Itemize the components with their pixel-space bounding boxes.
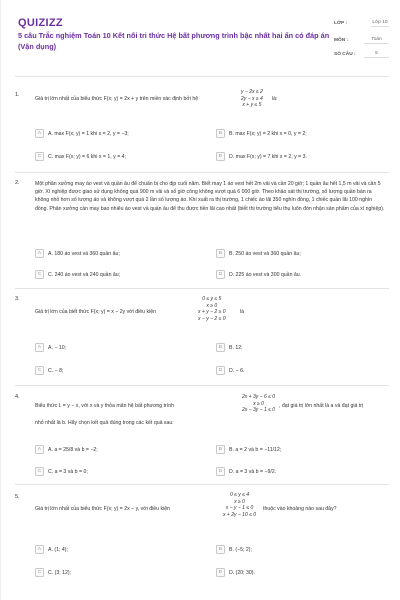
question-text: Giá trị lớn nhất của biểu thức F(x; y) = 2x + y trên miền xác định bởi hệ [35, 96, 199, 102]
option-letter: D [216, 366, 225, 375]
option-letter: C [35, 467, 44, 476]
option-letter: A [35, 545, 44, 554]
inequality-system: 0 ≤ y ≤ 4 x ≥ 0 x − y − 1 ≤ 0 x + 2y − 10 ≤ 0 [223, 492, 257, 518]
divider [15, 76, 389, 77]
option-letter: D [216, 568, 225, 577]
option-letter: B [216, 343, 225, 352]
option-letter: D [216, 270, 225, 279]
option-letter: A [35, 343, 44, 352]
option-letter: D [216, 467, 225, 476]
option-letter: D [216, 152, 225, 161]
option-b[interactable]: B B. max F(x; y) = 2 khi x = 0, y = 2; [216, 128, 376, 139]
option-letter: B [216, 249, 225, 258]
meta-class: LỚP : Lớp 10 [334, 20, 388, 26]
option-letter: C [35, 568, 44, 577]
option-d[interactable]: D D. a = 3 và b = −9/2. [216, 466, 376, 477]
option-letter: C [35, 152, 44, 161]
option-c[interactable]: C C. (3; 12); [35, 567, 195, 578]
option-d[interactable]: D D. 225 áo vest và 300 quần âu. [216, 269, 376, 280]
option-d[interactable]: D D. max F(x; y) = 7 khi x = 2, y = 3. [216, 151, 376, 162]
option-a[interactable]: A A. a = 25/8 và b = −2; [35, 444, 195, 455]
option-letter: C [35, 366, 44, 375]
divider [15, 385, 389, 386]
option-c[interactable]: C C. a = 3 và b = 0; [35, 466, 195, 477]
question-suffix: thuộc vào khoảng nào sau đây? [263, 506, 337, 512]
option-letter: B [216, 545, 225, 554]
question-text: Giá trị lớn nhất của biểu thức F(x; y) = 2x − y, với điều kiện [35, 506, 171, 512]
option-a[interactable]: A A. max F(x; y) = 1 khi x = 2, y = −3; [35, 128, 195, 139]
question-suffix: là: [272, 96, 278, 102]
option-a[interactable]: A A. (1; 4); [35, 544, 195, 555]
inequality-system: 0 ≤ y ≤ 5 x ≥ 0 x + y − 2 ≥ 0 x − y − 2 ≤ 0 [198, 296, 226, 322]
question-number: 4. [15, 394, 20, 400]
option-letter: B [216, 129, 225, 138]
meta-count: SỐ CÂU : 5 [334, 47, 389, 61]
divider [15, 484, 389, 485]
option-c[interactable]: C C. − 8; [35, 365, 195, 376]
option-b[interactable]: B B. a = 2 và b = −11/12; [216, 444, 376, 455]
option-letter: A [35, 445, 44, 454]
question-number: 3. [15, 296, 20, 302]
worksheet-meta [334, 13, 389, 61]
option-letter: C [35, 270, 44, 279]
question-suffix: , đạt giá trị lớn nhất là a và đạt giá trị [279, 403, 364, 409]
option-a[interactable]: A A. − 10; [35, 342, 195, 353]
question-suffix: là [240, 309, 245, 315]
option-c[interactable]: C C. max F(x; y) = 6 khi x = 1, y = 4; [35, 151, 195, 162]
option-letter: B [216, 445, 225, 454]
quizizz-logo: QUIZIZZ [18, 17, 63, 29]
option-b[interactable]: B B. (−5; 2); [216, 544, 376, 555]
option-letter: A [35, 249, 44, 258]
question-text: Một phân xưởng may áo vest và quần âu để chuẩn bị cho dịp cuối năm. Biết may 1 áo vest hết 2m vải và cần 20 giờ; 1 quần âu hết 1,5 m vải và cần 5 giờ. Xí nghiệp được giao sử dụng không quá 900 m vải và số giờ công không vượt quá 6 000 giờ. Theo khảo sát thị trường, số lượng quần bán ra không nhỏ hơn số lượng áo và không vượt quá 2 lần số lượng áo. Khi xuất ra thị trường, 1 chiếc áo lãi 350 nghìn đồng, 1 chiếc quần lãi 100 nghìn đồng. Phân xưởng cần may bao nhiêu áo vest và quần âu để thu được tiền lãi cao nhất (biết thị trường tiêu thụ luôn đón nhận sản phẩm của xí nghiệp). [35, 181, 385, 212]
option-d[interactable]: D D. (20; 30). [216, 567, 376, 578]
question-number: 1. [15, 92, 20, 98]
option-d[interactable]: D D. − 6. [216, 365, 376, 376]
divider [15, 172, 389, 173]
question-number: 2. [15, 180, 20, 186]
inequality-system: 2x + 3y − 6 ≤ 0 x ≥ 0 2x − 3y − 1 ≤ 0 [242, 394, 276, 414]
option-c[interactable]: C C. 240 áo vest và 240 quần âu; [35, 269, 195, 280]
question-text-2: nhỏ nhất là b. Hãy chọn kết quả đúng trong các kết quả sau: [35, 420, 174, 426]
question-number: 5. [15, 494, 20, 500]
worksheet-title: 5 câu Trắc nghiệm Toán 10 Kết nối tri thức Hệ bất phương trình bậc nhất hai ẩn có đáp án (Vận dụng) [18, 31, 330, 51]
inequality-system: y − 2x ≤ 2 2y − x ≥ 4 x + y ≤ 5 [241, 89, 263, 109]
option-letter: A [35, 129, 44, 138]
option-b[interactable]: B B. 250 áo vest và 360 quần âu; [216, 248, 376, 259]
option-a[interactable]: A A. 180 áo vest và 360 quần âu; [35, 248, 195, 259]
divider [15, 288, 389, 289]
meta-subject: MÔN : Toán [334, 33, 389, 47]
option-b[interactable]: B B. 12; [216, 342, 376, 353]
question-text: Biểu thức L = y − x, với x và y thỏa mãn hệ bất phương trình [35, 403, 174, 409]
question-text: Giá trị lớn của biết thức F(x; y) = x − 2y với điều kiện [35, 309, 156, 315]
